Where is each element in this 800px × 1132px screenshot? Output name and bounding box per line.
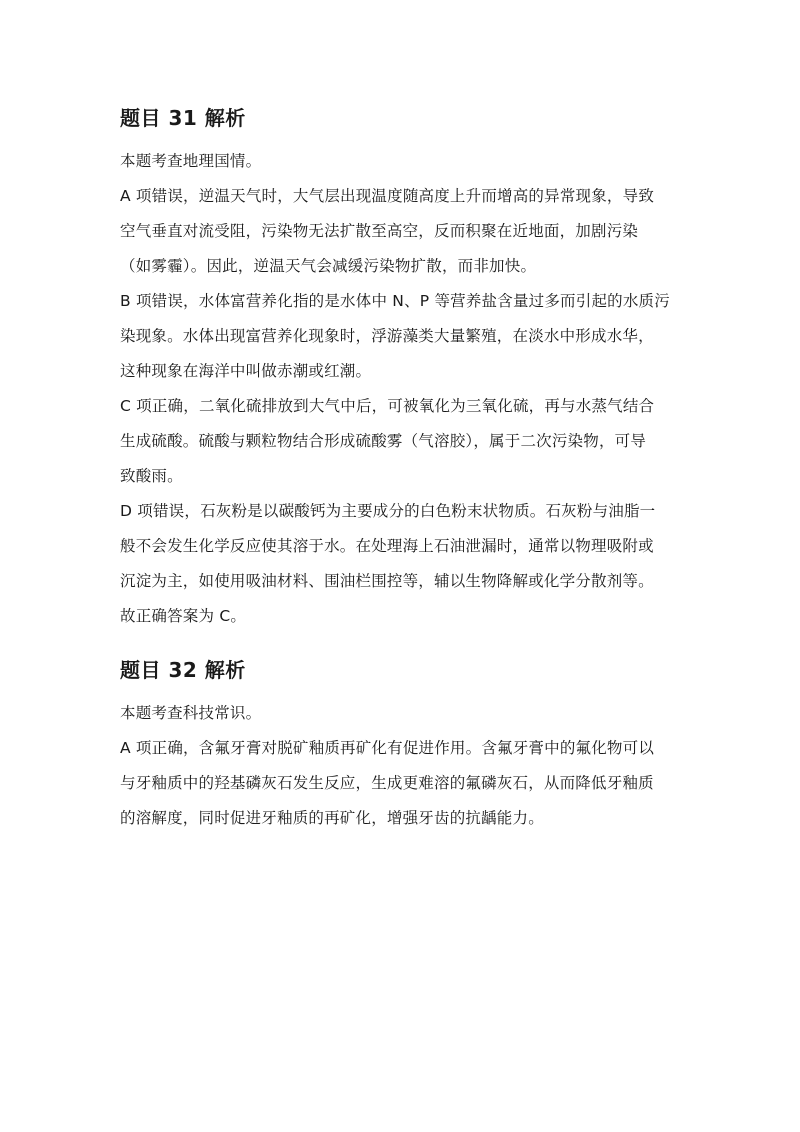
option-d-explanation: D 项错误，石灰粉是以碳酸钙为主要成分的白色粉末状物质。石灰粉与油脂一 般不会发生化学反应使其溶于水。在处理海上石油泄漏时，通常以物理吸附或 沉淀为主，如使用吸油材料、围油栏围控等，辅以生物降解或化学分散剂等。 bbox=[120, 502, 656, 590]
section-title: 题目 32 解析 bbox=[120, 658, 246, 682]
option-a-explanation: A 项正确，含氟牙膏对脱矿釉质再矿化有促进作用。含氟牙膏中的氟化物可以 与牙釉质中的羟基磷灰石发生反应，生成更难溶的氟磷灰石，从而降低牙釉质 的溶解度，同时促进牙釉质的再矿化，增强牙齿的抗龋能力。 bbox=[120, 739, 655, 827]
section-31 bbox=[120, 104, 690, 634]
section-32 bbox=[120, 656, 690, 836]
answer-statement: 故正确答案为 C。 bbox=[120, 607, 247, 625]
option-b-explanation: B 项错误，水体富营养化指的是水体中 N、P 等营养盐含量过多而引起的水质污 染现象。水体出现富营养化现象时，浮游藻类大量繁殖，在淡水中形成水华， 这种现象在海洋中叫做赤潮或红潮。 bbox=[120, 292, 670, 380]
section-intro: 本题考查地理国情。 bbox=[120, 152, 262, 170]
option-a-explanation: A 项错误，逆温天气时，大气层出现温度随高度上升而增高的异常现象，导致 空气垂直对流受阻，污染物无法扩散至高空，反而积聚在近地面，加剧污染 （如雾霾）。因此，逆温天气会减缓污染物扩散，而非加快。 bbox=[120, 187, 655, 275]
document-page bbox=[120, 104, 690, 836]
section-title: 题目 31 解析 bbox=[120, 106, 246, 130]
section-intro: 本题考查科技常识。 bbox=[120, 704, 262, 722]
option-c-explanation: C 项正确，二氧化硫排放到大气中后，可被氧化为三氧化硫，再与水蒸气结合 生成硫酸。硫酸与颗粒物结合形成硫酸雾（气溶胶），属于二次污染物，可导 致酸雨。 bbox=[120, 397, 655, 485]
